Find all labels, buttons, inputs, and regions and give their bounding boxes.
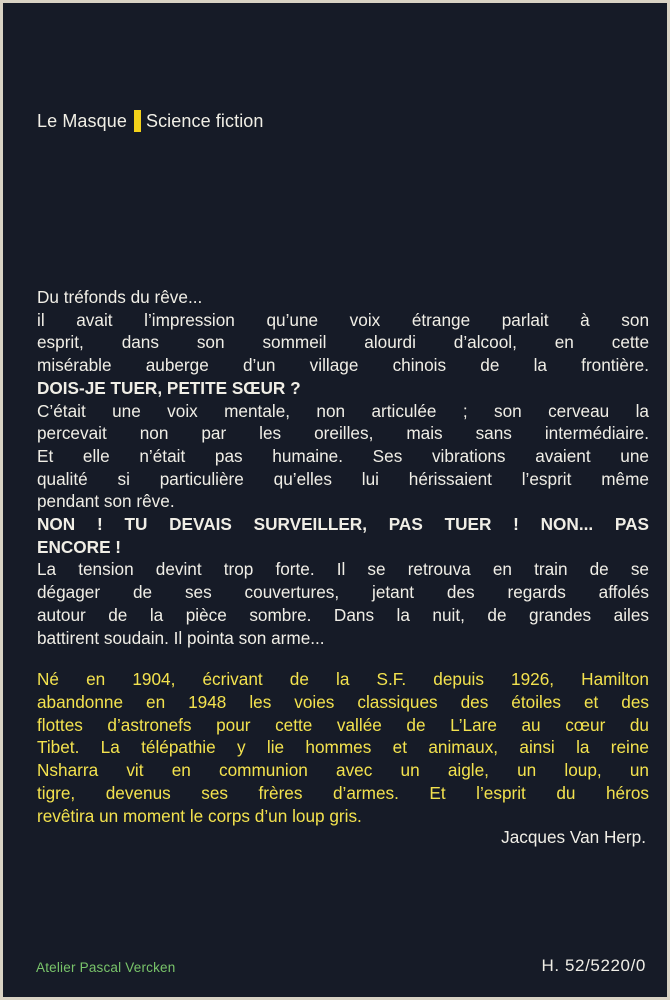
excerpt-line: C’était une voix mentale, non articulée ; son cerveau la bbox=[37, 400, 649, 421]
bio-line: Nsharra vit en communion avec un aigle, un loup, un bbox=[37, 760, 649, 781]
excerpt-line: battirent soudain. Il pointa son arme... bbox=[37, 627, 325, 648]
bio-line: abandonne en 1948 les voies classiques des étoiles et des bbox=[37, 691, 649, 712]
bio-line: flottes d’astronefs pour cette vallée de L’Lare au cœur du bbox=[37, 714, 649, 735]
author-bio-text bbox=[37, 668, 649, 828]
excerpt-line: qualité si particulière qu’elles lui hérissaient l’esprit même bbox=[37, 468, 649, 489]
excerpt-line: esprit, dans son sommeil alourdi d’alcool, en cette bbox=[37, 332, 649, 353]
excerpt-line: dégager de ses couvertures, jetant des regards affolés bbox=[37, 582, 649, 603]
excerpt-line: pendant son rêve. bbox=[37, 491, 175, 512]
bio-line: Né en 1904, écrivant de la S.F. depuis 1926, Hamilton bbox=[37, 669, 649, 689]
catalog-code: H. 52/5220/0 bbox=[541, 956, 646, 975]
bio-line: tigre, devenus ses frères d’armes. Et l’esprit du héros bbox=[37, 782, 649, 803]
bio-line: Tibet. La télépathie y lie hommes et animaux, ainsi la reine bbox=[37, 737, 649, 758]
excerpt-line: DOIS-JE TUER, PETITE SŒUR ? bbox=[37, 377, 301, 398]
excerpt-line: percevait non par les oreilles, mais sans intermédiaire. bbox=[37, 423, 649, 444]
excerpt-text bbox=[37, 286, 649, 649]
publisher-name: Le Masque bbox=[37, 110, 127, 131]
series-name: Science fiction bbox=[145, 110, 264, 131]
excerpt-line: Et elle n’était pas humaine. Ses vibrations avaient une bbox=[37, 445, 649, 466]
yellow-divider-bar bbox=[134, 110, 141, 132]
bio-signature: Jacques Van Herp. bbox=[501, 827, 646, 847]
excerpt-line: autour de la pièce sombre. Dans la nuit, de grandes ailes bbox=[37, 604, 649, 625]
collection-label bbox=[37, 108, 264, 134]
bio-line: revêtira un moment le corps d’un loup gris. bbox=[37, 805, 362, 826]
excerpt-line: Du tréfonds du rêve... bbox=[37, 287, 203, 307]
excerpt-line: NON ! TU DEVAIS SURVEILLER, PAS TUER ! NON... PAS bbox=[37, 514, 649, 535]
excerpt-line: il avait l’impression qu’une voix étrange parlait à son bbox=[37, 309, 649, 330]
cover-art-credit: Atelier Pascal Vercken bbox=[36, 960, 176, 975]
excerpt-line: ENCORE ! bbox=[37, 536, 122, 557]
excerpt-line: La tension devint trop forte. Il se retrouva en train de se bbox=[37, 559, 649, 580]
excerpt-line: misérable auberge d’un village chinois de la frontière. bbox=[37, 355, 649, 376]
